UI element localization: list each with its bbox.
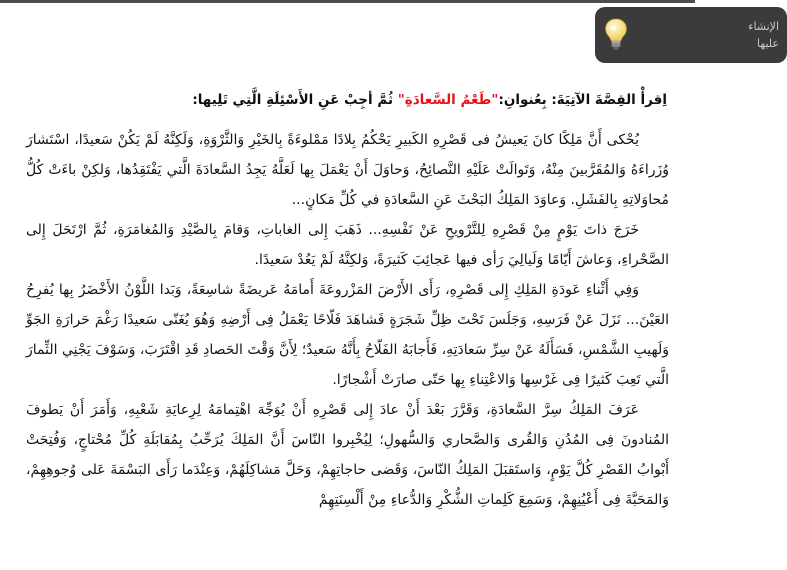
story-paragraph: خَرَجَ ذاتَ يَوْمٍ مِنْ قَصْرِهِ لِلتَّرْويحِ عَنْ نَفْسِهِ... ذَهَبَ إِلى الغاباتِ، وَقامَ بِالصَّيْدِ وَالمُغامَرَةِ، ثُمَّ ارْتَحَلَ إِلى الصَّحْراءِ، وَعاشَ أَيّامًا وَلَيالِيَ رَأى فيها عَجائِبَ كَثيرَةً، وَلكِنَّهُ لَمْ يَعُدْ سَعيدًا. [26, 222, 669, 269]
instruction-prefix: اِقرأْ القِصَّةَ الآتِيَةَ: بِعُنوانِ: [498, 92, 667, 108]
story-body [26, 125, 669, 515]
story-paragraph: وَفِي أَثْناءِ عَودَةِ المَلِكِ إِلى قَصْرِهِ، رَأَى الأَرْضَ المَزْروعَةَ أَمامَهُ عَريضَةً شاسِعَةً، وَبَدا اللَّوْنُ الأَخْضَرُ بِها يُفرِحُ العَيْنَ... نَزَلَ عَنْ فَرَسِهِ، وَجَلَسَ تَحْتَ ظِلِّ شَجَرَةٍ فَشاهَدَ فَلّاحًا يَعْمَلُ فِى أَرْضِهِ وَهُوَ يُغَنّى سَعيدًا رَغْمَ حَرارَةِ الجَوِّ وَلَهيبِ الشَّمْسِ، فَسَأَلَهُ عَنْ سِرِّ سَعادَتِهِ، فَأَجابَهُ الفَلّاحُ بِأَنَّهُ سَعيدٌ؛ لِأَنَّ وَقْتَ الحَصادِ قَدِ اقْتَرَبَ، وَسَوْفَ يَجْنِي الثِّمارَ الَّتي تَعِبَ كَثيرًا فِى غَرْسِها وَالاعْتِناءِ بِها حَتّى صارَتْ أَشْجارًا. [26, 282, 669, 389]
story-paragraph: عَرَفَ المَلِكُ سِرَّ السَّعادَةِ، وَقَرَّرَ بَعْدَ أَنْ عادَ إِلى قَصْرِهِ أَنْ يُوَجِّهَ اهْتِمامَهُ لِرِعايَةِ شَعْبِهِ، وَأَمَرَ أَنْ يَطوفَ المُنادونَ فِى المُدُنِ وَالقُرى وَالصَّحاري وَالسُّهولِ؛ لِيُخْبِروا النّاسَ أَنَّ المَلِكَ يُرَحِّبُ بِمُقابَلَةِ كُلِّ مُحْتاجٍ، وَفُتِحَتْ أَبْوابُ القَصْرِ كُلَّ يَوْمٍ، وَاستَقبَلَ المَلِكُ النّاسَ، وَقَضى حاجاتِهِمْ، وَحَلَّ مَشاكِلَهُمْ، وَعِنْدَما رَأَى البَسْمَةَ عَلى وُجوهِهِمْ، وَالمَحَبَّةَ فِى أَعْيُنِهِمْ، وَسَمِعَ كَلِماتِ الشُّكْرِ وَالدُّعاءِ مِنْ أَلْسِنَتِهِمْ [26, 402, 669, 509]
story-paragraph: يُحْكى أَنَّ مَلِكًا كانَ يَعيشُ فى قَصْرِهِ الكَبيرِ يَحْكُمُ بِلادًا مَمْلوءَةً بِالخَيْرِ وَالثَّرْوَةِ، وَلَكِنَّهُ لَمْ يَكُنْ سَعيدًا، اسْتَشارَ وُزَراءَهُ وَالمُقَرَّبينَ مِنْهُ، وَتَوالَتْ عَلَيْهِ النَّصائِحُ، وَحاوَلَ أَنْ يَعْمَلَ بِها لَعَلَّهُ يَجِدُ السَّعادَةَ الَّتي يَفْتَقِدُها، وَلكِنْ باءَتْ كُلُّ مُحاوَلاتِهِ بِالفَشَلِ. وَعاوَدَ المَلِكُ البَحْثَ عَنِ السَّعادَةِ في كُلِّ مَكانٍ... [26, 132, 669, 209]
hint-line-1: الإنشاء [748, 19, 779, 33]
hint-line-2: عليها [757, 37, 779, 50]
story-title: "طَعْمُ السَّعادَةِ" [397, 92, 499, 108]
instruction-suffix: ثُمَّ أجِبْ عَنِ الأَسْئِلَةِ الَّتِي تَلِيها: [192, 92, 398, 108]
instruction-line [28, 90, 667, 110]
